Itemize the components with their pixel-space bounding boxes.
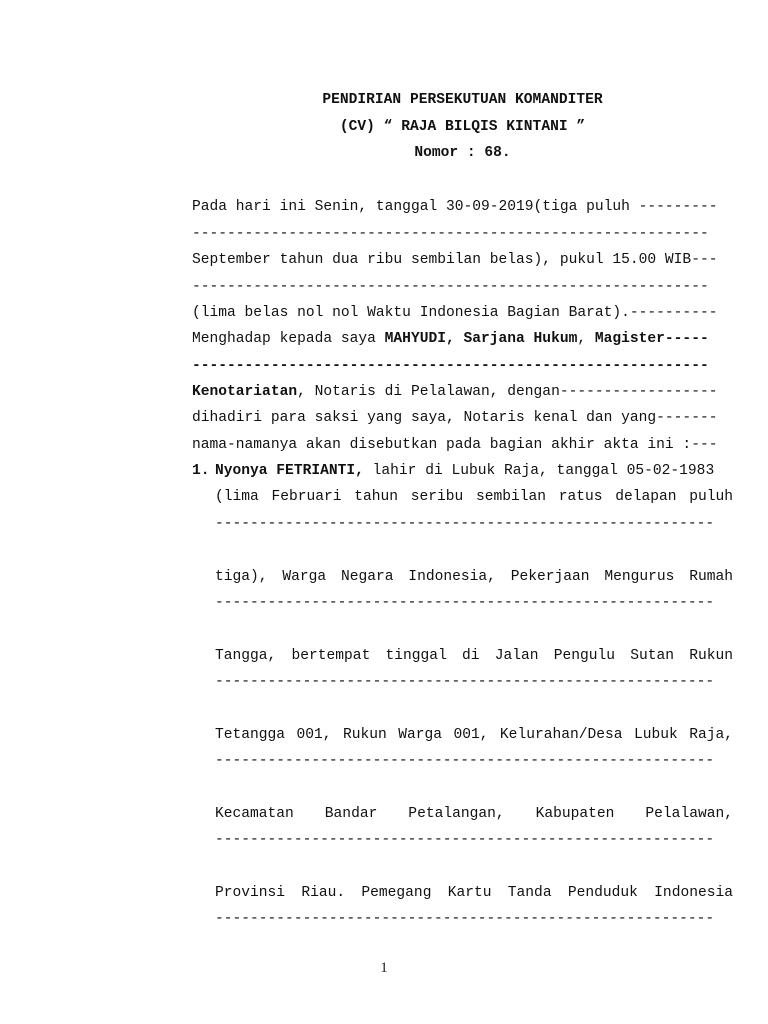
title-line-1: PENDIRIAN PERSEKUTUAN KOMANDITER bbox=[322, 92, 603, 108]
item-1-line-6: Kecamatan Bandar Petalangan, Kabupaten Pelalawan, bbox=[215, 806, 733, 822]
dash-filler-line: --------------------------------------------------------- bbox=[215, 832, 715, 848]
paragraph-2-line-3 bbox=[192, 383, 733, 401]
dash-filler-line: --------------------------------------------------------- bbox=[215, 753, 715, 769]
item-1-line-3: tiga), Warga Negara Indonesia, Pekerjaan Mengurus Rumah bbox=[215, 569, 733, 585]
text: , Notaris di Pelalawan, dengan------------------ bbox=[297, 384, 718, 400]
paragraph-1-line-5: (lima belas nol nol Waktu Indonesia Bagian Barat).---------- bbox=[192, 305, 718, 321]
dash-filler-line: ----------------------------------------------------------- bbox=[192, 279, 709, 295]
dash-filler-line: --------------------------------------------------------- bbox=[215, 674, 715, 690]
dash-filler-line: --------------------------------------------------------- bbox=[215, 595, 715, 611]
dash-filler-line: --------------------------------------------------------- bbox=[215, 911, 715, 927]
title-line-2: (CV) “ RAJA BILQIS KINTANI ” bbox=[339, 119, 586, 135]
paragraph-2-line-1 bbox=[192, 330, 733, 348]
notary-title-cont: Kenotariatan bbox=[192, 384, 298, 400]
page-number: 1 bbox=[380, 960, 388, 976]
item-1-line-2: (lima Februari tahun seribu sembilan ratus delapan puluh bbox=[215, 489, 733, 505]
text: Menghadap kepada saya bbox=[192, 331, 385, 347]
party-name: Nyonya FETRIANTI, bbox=[215, 463, 364, 479]
title-line-3: Nomor : 68. bbox=[414, 145, 511, 161]
paragraph-2-line-5: nama-namanya akan disebutkan pada bagian akhir akta ini :--- bbox=[192, 437, 718, 453]
dash-filler-line-bold: ----------------------------------------------------------- bbox=[192, 358, 709, 374]
paragraph-1-line-1: Pada hari ini Senin, tanggal 30-09-2019(tiga puluh --------- bbox=[192, 199, 718, 215]
text: , bbox=[577, 331, 595, 347]
notary-title: Magister----- bbox=[594, 331, 709, 347]
item-1-line-4: Tangga, bertempat tinggal di Jalan Pengulu Sutan Rukun bbox=[215, 648, 733, 664]
dash-filler-line: --------------------------------------------------------- bbox=[215, 516, 715, 532]
notary-name: MAHYUDI, Sarjana Hukum bbox=[384, 331, 578, 347]
dash-filler-line: ----------------------------------------------------------- bbox=[192, 226, 709, 242]
item-1-line-1 bbox=[215, 462, 733, 480]
item-1-line-5: Tetangga 001, Rukun Warga 001, Kelurahan/Desa Lubuk Raja, bbox=[215, 727, 733, 743]
text: lahir di Lubuk Raja, tanggal 05-02-1983 bbox=[363, 463, 715, 479]
paragraph-1-line-3: September tahun dua ribu sembilan belas), pukul 15.00 WIB--- bbox=[192, 252, 718, 268]
list-number: 1. bbox=[192, 463, 210, 479]
paragraph-2-line-4: dihadiri para saksi yang saya, Notaris kenal dan yang------- bbox=[192, 410, 718, 426]
item-1-line-7: Provinsi Riau. Pemegang Kartu Tanda Penduduk Indonesia bbox=[215, 885, 733, 901]
